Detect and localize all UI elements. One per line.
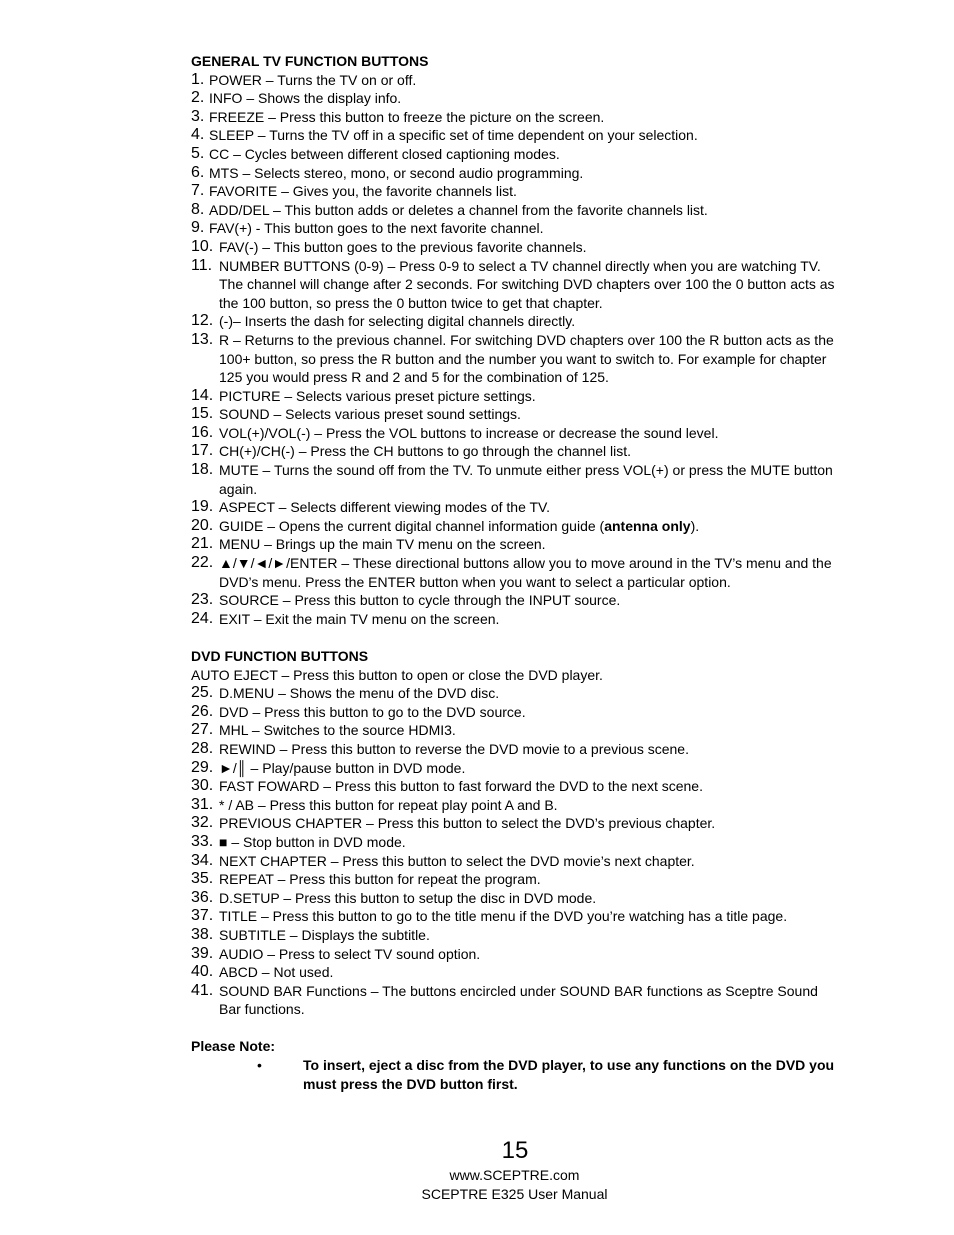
item-number: 12. bbox=[191, 312, 214, 330]
item-number: 19. bbox=[191, 498, 214, 516]
list-item bbox=[191, 554, 841, 591]
list-item bbox=[191, 591, 841, 610]
list-item bbox=[191, 907, 841, 926]
item-text: POWER – Turns the TV on or off. bbox=[209, 71, 417, 88]
item-text bbox=[219, 517, 841, 536]
item-number: 8. bbox=[191, 200, 205, 218]
item-text: ABCD – Not used. bbox=[219, 964, 334, 981]
item-number: 7. bbox=[191, 182, 205, 200]
item-number: 22. bbox=[191, 554, 214, 572]
list-item bbox=[191, 759, 841, 778]
item-number: 15. bbox=[191, 405, 214, 423]
item-number: 21. bbox=[191, 535, 214, 553]
item-text: ■ – Stop button in DVD mode. bbox=[219, 833, 406, 850]
item-number: 40. bbox=[191, 963, 214, 981]
item-number: 11. bbox=[191, 256, 213, 274]
item-number: 13. bbox=[191, 330, 214, 348]
item-number: 28. bbox=[191, 739, 214, 757]
item-text: ▲/▼/◄/►/ENTER – These directional buttons allow you to move around in the TV’s menu and the DVD’s menu. Press the ENTER button when you want to select a particular option. bbox=[219, 555, 832, 590]
list-item bbox=[191, 126, 841, 145]
list-item bbox=[191, 852, 841, 871]
item-text: (-)– Inserts the dash for selecting digital channels directly. bbox=[219, 313, 576, 330]
item-number: 17. bbox=[191, 442, 214, 460]
dvd-button-list bbox=[191, 684, 841, 1019]
item-number: 24. bbox=[191, 609, 214, 627]
item-number: 33. bbox=[191, 832, 214, 850]
item-text: SOUND BAR Functions – The buttons encircled under SOUND BAR functions as Sceptre Sound Bar functions. bbox=[219, 982, 818, 1018]
manual-page bbox=[191, 52, 841, 1093]
item-number: 6. bbox=[191, 163, 205, 181]
item-text: PICTURE – Selects various preset picture settings. bbox=[219, 387, 536, 404]
list-item bbox=[191, 684, 841, 703]
item-number: 10. bbox=[191, 237, 214, 255]
list-item bbox=[191, 145, 841, 164]
item-text: * / AB – Press this button for repeat play point A and B. bbox=[219, 796, 558, 813]
item-text: NEXT CHAPTER – Press this button to select the DVD movie’s next chapter. bbox=[219, 852, 695, 869]
item-number: 34. bbox=[191, 851, 214, 869]
list-item bbox=[191, 387, 841, 406]
footer-website: www.SCEPTRE.com bbox=[449, 1167, 580, 1183]
list-item bbox=[191, 219, 841, 238]
list-item bbox=[191, 740, 841, 759]
list-item bbox=[191, 703, 841, 722]
list-item bbox=[191, 610, 841, 629]
item-text: REPEAT – Press this button for repeat the program. bbox=[219, 871, 541, 888]
item-number: 4. bbox=[191, 126, 205, 144]
page-number: 15 bbox=[501, 1137, 529, 1164]
note-heading: Please Note: bbox=[191, 1038, 276, 1055]
item-text: TITLE – Press this button to go to the title menu if the DVD you’re watching has a title page. bbox=[219, 908, 788, 925]
item-text: D.SETUP – Press this button to setup the disc in DVD mode. bbox=[219, 889, 597, 906]
item-text: SLEEP – Turns the TV off in a specific set of time dependent on your selection. bbox=[209, 127, 698, 144]
note-bullet bbox=[257, 1056, 841, 1093]
list-item bbox=[191, 331, 841, 387]
list-item bbox=[191, 517, 841, 536]
item-text: CH(+)/CH(-) – Press the CH buttons to go through the channel list. bbox=[219, 443, 632, 460]
item-text-end: ). bbox=[690, 517, 700, 534]
item-number: 16. bbox=[191, 423, 214, 441]
item-number: 23. bbox=[191, 591, 214, 609]
item-text: FAVORITE – Gives you, the favorite channels list. bbox=[209, 183, 517, 200]
item-text: FAV(+) - This button goes to the next favorite channel. bbox=[209, 220, 544, 237]
list-item bbox=[191, 814, 841, 833]
list-item bbox=[191, 238, 841, 257]
item-text: R – Returns to the previous channel. For switching DVD chapters over 100 the R button acts as the 100+ button, so press the R button and the number you want to switch to. For example for chapter 125 you would press R and 2 and 5 for the combination of 125. bbox=[219, 331, 834, 386]
dvd-intro: AUTO EJECT – Press this button to open or close the DVD player. bbox=[191, 666, 603, 683]
item-number: 27. bbox=[191, 721, 214, 739]
item-text: FAV(-) – This button goes to the previous favorite channels. bbox=[219, 238, 587, 255]
item-number: 30. bbox=[191, 777, 214, 795]
item-number: 31. bbox=[191, 795, 214, 813]
item-text: AUDIO – Press to select TV sound option. bbox=[219, 945, 481, 962]
list-item bbox=[191, 963, 841, 982]
general-button-list bbox=[191, 71, 841, 629]
list-item bbox=[191, 461, 841, 498]
list-item bbox=[191, 945, 841, 964]
list-item bbox=[191, 424, 841, 443]
item-number: 35. bbox=[191, 870, 214, 888]
item-number: 1. bbox=[191, 70, 205, 88]
item-text: ASPECT – Selects different viewing modes of the TV. bbox=[219, 499, 550, 516]
list-item bbox=[191, 796, 841, 815]
list-item bbox=[191, 870, 841, 889]
item-number: 26. bbox=[191, 702, 214, 720]
list-item bbox=[191, 535, 841, 554]
item-text: REWIND – Press this button to reverse the DVD movie to a previous scene. bbox=[219, 740, 689, 757]
item-text: EXIT – Exit the main TV menu on the screen. bbox=[219, 610, 500, 627]
item-number: 39. bbox=[191, 944, 214, 962]
list-item bbox=[191, 833, 841, 852]
item-number: 37. bbox=[191, 907, 214, 925]
item-text: FAST FOWARD – Press this button to fast forward the DVD to the next scene. bbox=[219, 778, 703, 795]
list-item bbox=[191, 71, 841, 90]
item-text: SUBTITLE – Displays the subtitle. bbox=[219, 926, 430, 943]
note-text: To insert, eject a disc from the DVD player, to use any functions on the DVD you must press the DVD button first. bbox=[303, 1057, 835, 1092]
item-text: SOURCE – Press this button to cycle through the INPUT source. bbox=[219, 592, 621, 609]
list-item bbox=[191, 498, 841, 517]
item-number: 3. bbox=[191, 107, 205, 125]
list-item bbox=[191, 164, 841, 183]
item-number: 2. bbox=[191, 89, 205, 107]
item-number: 25. bbox=[191, 684, 214, 702]
item-number: 38. bbox=[191, 925, 214, 943]
item-number: 41. bbox=[191, 981, 214, 999]
item-number: 29. bbox=[191, 758, 214, 776]
item-number: 18. bbox=[191, 461, 214, 479]
item-text: CC – Cycles between different closed captioning modes. bbox=[209, 145, 560, 162]
list-item bbox=[191, 89, 841, 108]
list-item bbox=[191, 201, 841, 220]
item-text-emphasis: antenna only bbox=[604, 517, 691, 534]
item-text: ADD/DEL – This button adds or deletes a channel from the favorite channels list. bbox=[209, 201, 708, 218]
item-text: MENU – Brings up the main TV menu on the screen. bbox=[219, 536, 546, 553]
item-number: 20. bbox=[191, 516, 214, 534]
item-number: 14. bbox=[191, 386, 214, 404]
item-text: MUTE – Turns the sound off from the TV. To unmute either press VOL(+) or press the MUTE button again. bbox=[219, 462, 833, 497]
bullet-icon: • bbox=[257, 1057, 262, 1074]
list-item bbox=[191, 777, 841, 796]
list-item bbox=[191, 982, 841, 1019]
page-footer bbox=[0, 1136, 954, 1204]
list-item bbox=[191, 182, 841, 201]
item-text: D.MENU – Shows the menu of the DVD disc. bbox=[219, 685, 500, 702]
item-number: 32. bbox=[191, 814, 214, 832]
item-text: NUMBER BUTTONS (0-9) – Press 0-9 to select a TV channel directly when you are watching TV. The channel will change after 2 seconds. For switching DVD chapters over 100 the 0 button acts as the 100 button, so press the 0 button twice to get that chapter. bbox=[219, 257, 835, 311]
item-text: PREVIOUS CHAPTER – Press this button to select the DVD’s previous chapter. bbox=[219, 815, 716, 832]
item-number: 9. bbox=[191, 219, 205, 237]
list-item bbox=[191, 257, 841, 313]
item-text-start: GUIDE – Opens the current digital channel information guide ( bbox=[219, 517, 605, 534]
list-item bbox=[191, 889, 841, 908]
list-item bbox=[191, 721, 841, 740]
item-text: MTS – Selects stereo, mono, or second audio programming. bbox=[209, 164, 584, 181]
item-text: INFO – Shows the display info. bbox=[209, 90, 402, 107]
item-text: SOUND – Selects various preset sound settings. bbox=[219, 406, 521, 423]
item-text: FREEZE – Press this button to freeze the picture on the screen. bbox=[209, 108, 605, 125]
list-item bbox=[191, 442, 841, 461]
item-text: MHL – Switches to the source HDMI3. bbox=[219, 722, 456, 739]
item-number: 5. bbox=[191, 144, 205, 162]
footer-manual-title: SCEPTRE E325 User Manual bbox=[421, 1186, 608, 1202]
list-item bbox=[191, 405, 841, 424]
list-item bbox=[191, 312, 841, 331]
item-text: DVD – Press this button to go to the DVD source. bbox=[219, 703, 526, 720]
list-item bbox=[191, 108, 841, 127]
item-text: ►/║ – Play/pause button in DVD mode. bbox=[219, 759, 466, 776]
item-number: 36. bbox=[191, 888, 214, 906]
list-item bbox=[191, 926, 841, 945]
dvd-heading: DVD FUNCTION BUTTONS bbox=[191, 648, 369, 664]
general-heading: GENERAL TV FUNCTION BUTTONS bbox=[191, 53, 429, 69]
item-text: VOL(+)/VOL(-) – Press the VOL buttons to increase or decrease the sound level. bbox=[219, 424, 719, 441]
